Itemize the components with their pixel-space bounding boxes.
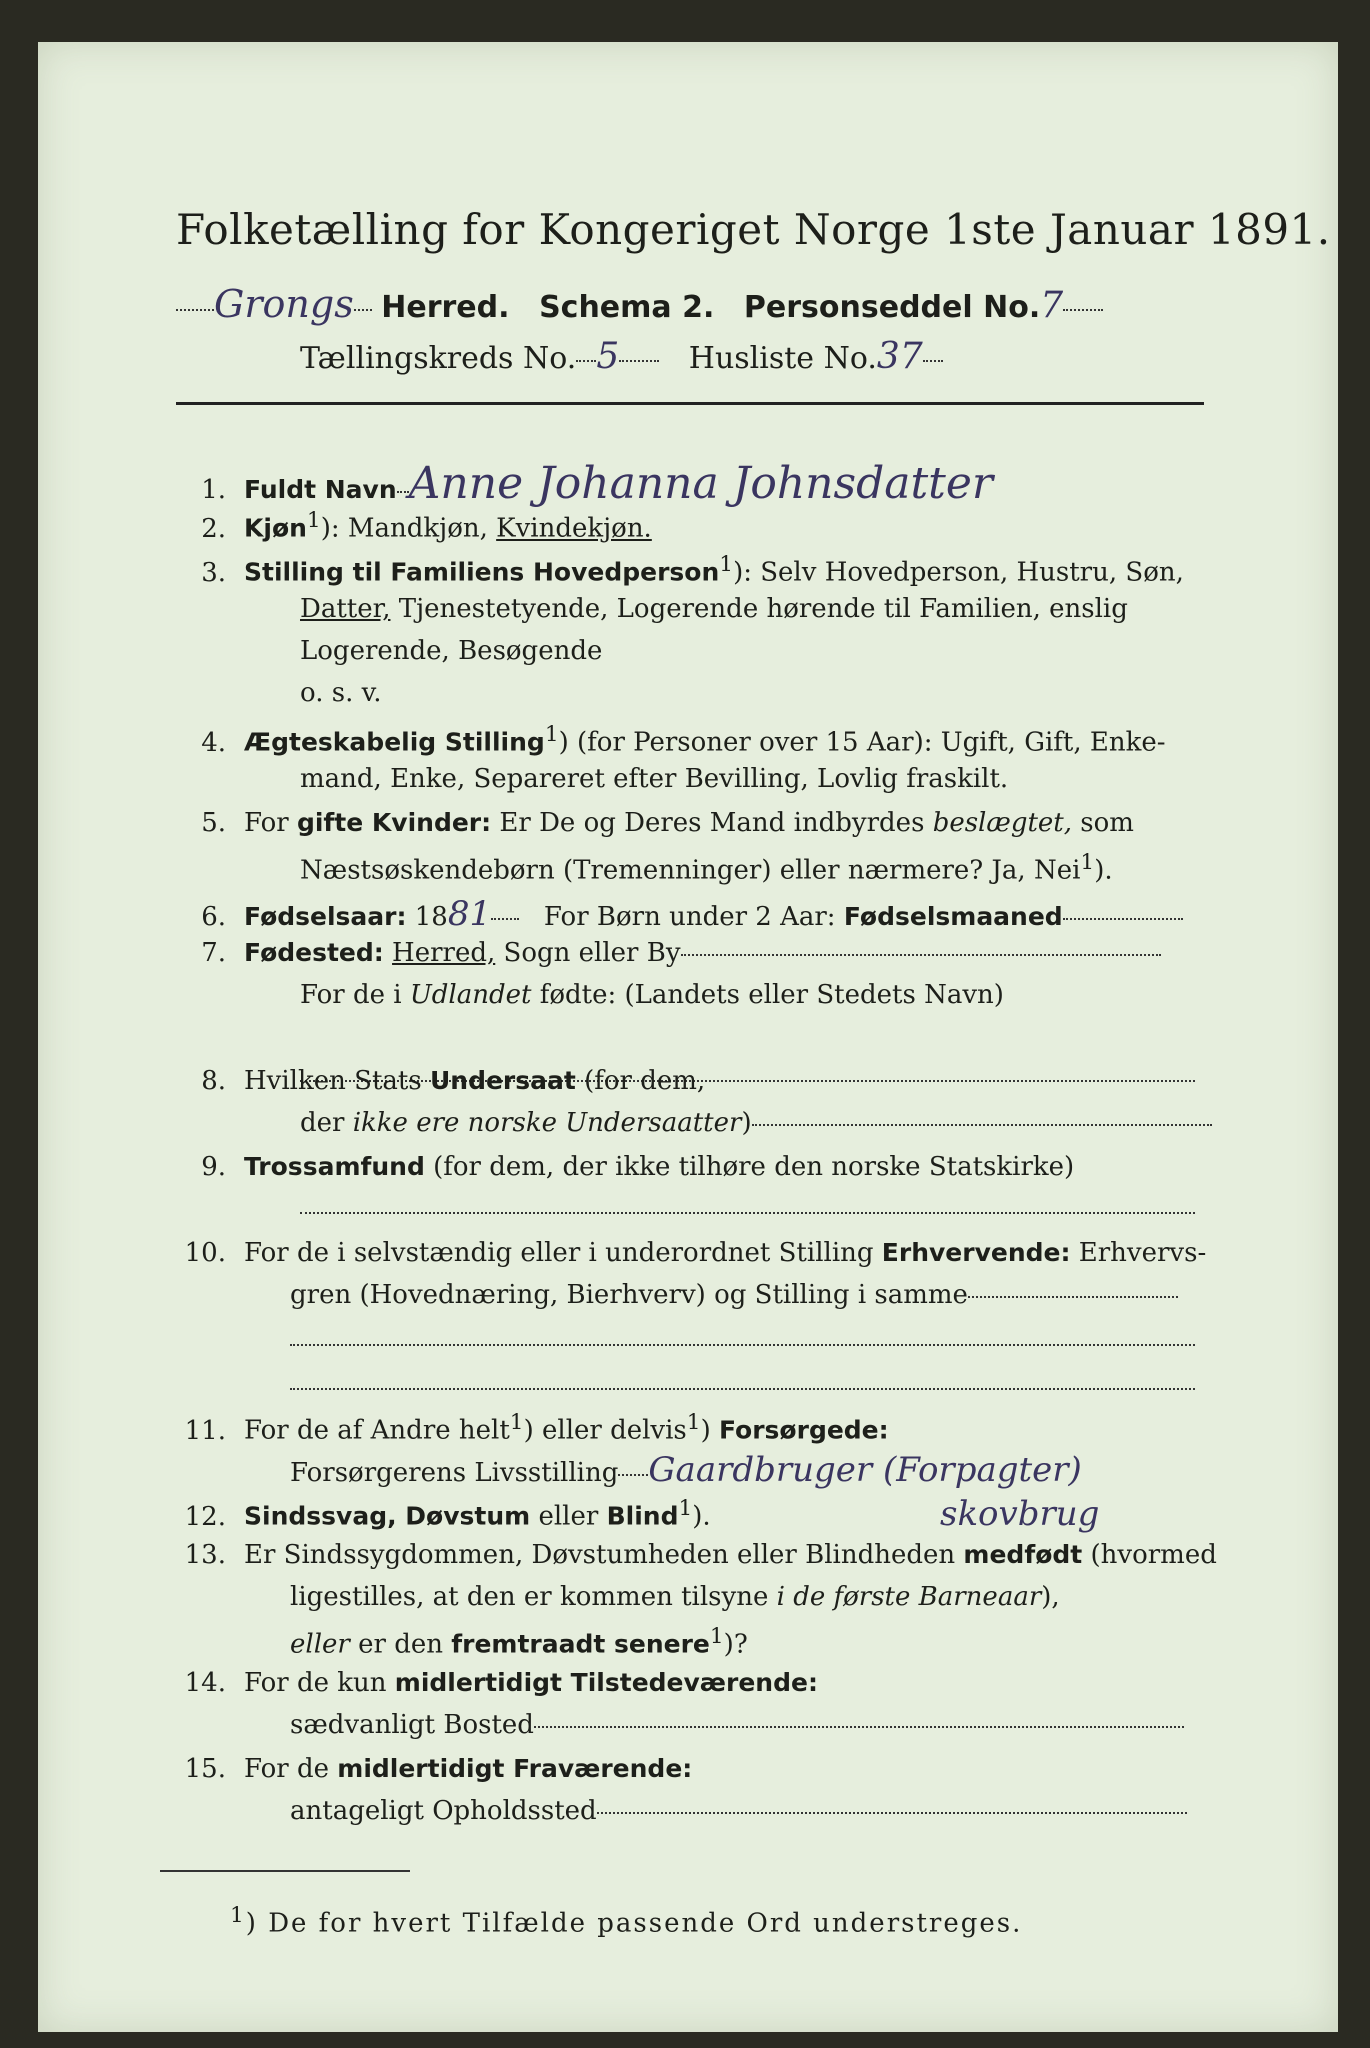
item-3 (140, 552, 1184, 588)
item-number: 9. (201, 1152, 226, 1182)
header-line-herred (176, 282, 1103, 326)
item-label: Fødselsaar: (244, 902, 407, 931)
item-number: 13. (184, 1540, 226, 1570)
item-14 (140, 1668, 818, 1698)
footnote-text: ) De for hvert Tilfælde passende Ord understreges. (245, 1908, 1023, 1939)
header-line-kreds (300, 336, 943, 377)
item-number: 1. (201, 475, 226, 505)
footnote-mark: 1 (709, 1624, 724, 1649)
item-number: 15. (184, 1754, 226, 1784)
item-text: (for dem, der ikke tilhøre den norske Statskirke) (433, 1152, 1075, 1182)
footnote-divider (160, 1870, 410, 1872)
item-text: gren (Hovednæring, Bierhverv) og Stilling i samme (290, 1280, 968, 1310)
provider-occupation-value: Gaardbruger (Forpagter) (648, 1450, 1082, 1490)
item-text: ). (1094, 855, 1113, 886)
item-text: antageligt Opholdssted (290, 1796, 597, 1826)
item-label: Sindssvag, Døvstum (244, 1501, 531, 1531)
item-label: medfødt (963, 1540, 1083, 1569)
kreds-label: Tællingskreds No. (300, 341, 577, 376)
item-8-line2 (300, 1108, 1212, 1138)
item-label: Forsørgede: (718, 1415, 889, 1445)
herred-value: Grongs (214, 282, 354, 326)
item-text: som (1080, 808, 1134, 838)
header-divider (176, 402, 1204, 405)
item-text: Tjenestetyende, Logerende hørende til Familien, enslig (398, 594, 1128, 624)
item-label: Blind (606, 1501, 679, 1531)
item-text: ligestilles, at den er kommen tilsyne (290, 1582, 769, 1612)
item-label: Ægteskabelig Stilling (244, 727, 545, 757)
item-text: fødte: (Landets eller Stedets Navn) (539, 980, 1004, 1010)
item-text: ), (1041, 1582, 1060, 1612)
footnote (230, 1903, 1022, 1939)
footnote-mark: 1 (678, 1496, 693, 1521)
selected-option: Datter, (300, 594, 391, 624)
item-text: For de i (300, 980, 402, 1010)
item-text: Sogn eller By (503, 938, 681, 968)
item-number: 11. (184, 1415, 226, 1446)
item-4 (140, 722, 1166, 758)
footnote-mark: 1 (509, 1410, 524, 1435)
item-label: Undersaat (429, 1066, 576, 1095)
item-label: Stilling til Familiens Hovedperson (244, 557, 720, 587)
item-10 (140, 1238, 1206, 1268)
footnote-mark: 1 (719, 552, 734, 577)
item-text: sædvanligt Bosted (290, 1710, 534, 1740)
item-text: ). (692, 1501, 711, 1532)
item-5-line2 (300, 850, 1113, 886)
item-5 (140, 808, 1134, 838)
personseddel-label: Personseddel No. (743, 290, 1041, 325)
footnote-mark: 1 (230, 1903, 246, 1928)
item-label: Fødselsmaaned (843, 902, 1063, 931)
item-number: 3. (201, 557, 226, 588)
item-text: For de af Andre helt (244, 1415, 510, 1446)
item-8 (140, 1066, 705, 1096)
item-text: ): Selv Hovedperson, Hustru, Søn, (733, 557, 1184, 588)
item-text: beslægtet, (932, 808, 1073, 838)
footnote-mark: 1 (1080, 850, 1095, 875)
item-11 (140, 1410, 889, 1446)
item-3-line2 (300, 594, 1128, 624)
item-text: For Børn under 2 Aar: (543, 902, 836, 932)
item-1 (140, 458, 993, 509)
item-label: gifte Kvinder: (296, 808, 492, 837)
item-text: For de (244, 1754, 329, 1784)
item-2 (140, 508, 652, 544)
personseddel-value: 7 (1040, 285, 1064, 326)
item-text: ikke ere norske Undersaatter (352, 1108, 742, 1138)
item-label: midlertidigt Tilstedeværende: (394, 1668, 818, 1697)
item-text: Næstsøskendebørn (Tremenninger) eller nærmere? Ja, Nei (300, 855, 1081, 886)
item-7 (140, 938, 1161, 968)
footnote-mark: 1 (306, 508, 321, 533)
item-text: der (300, 1108, 345, 1138)
answer-line (290, 1388, 1195, 1390)
selected-option: Kvindekjøn. (496, 513, 652, 544)
item-text: er den (358, 1629, 443, 1660)
item-11-line2 (290, 1450, 1082, 1490)
item-15 (140, 1754, 692, 1784)
item-number: 2. (201, 513, 226, 544)
item-text: ): Mandkjøn, (320, 513, 488, 544)
item-text: For de kun (244, 1668, 387, 1698)
item-number: 7. (201, 938, 226, 968)
selected-option: Herred, (392, 938, 496, 968)
herred-label: Herred. (381, 290, 510, 325)
item-text: ) (for Personer over 15 Aar): Ugift, Gift, Enke- (558, 727, 1166, 758)
item-text: For (244, 808, 289, 838)
item-text: Logerende, Besøgende (300, 636, 603, 666)
item-13-line3 (290, 1624, 748, 1660)
provider-occupation-value-2: skovbrug (940, 1494, 1100, 1534)
item-text: o. s. v. (300, 678, 382, 708)
item-14-line2 (290, 1710, 1184, 1740)
husliste-value: 37 (876, 336, 923, 377)
form-title: Folketælling for Kongeriget Norge 1ste Januar 1891. (176, 205, 1331, 254)
item-text: eller (538, 1501, 599, 1532)
answer-line (300, 1212, 1195, 1214)
item-text: 18 (414, 902, 448, 932)
item-4-line2 (300, 764, 1008, 794)
item-text: For de i selvstændig eller i underordnet Stilling (244, 1238, 874, 1268)
item-13 (140, 1540, 1217, 1570)
schema-label: Schema 2. (539, 290, 715, 325)
item-text: ) eller delvis (523, 1415, 687, 1446)
item-3-line4 (300, 678, 381, 708)
item-text: ) (741, 1108, 752, 1138)
item-text: i de første Barneaar (776, 1582, 1042, 1612)
item-label: Erhvervende: (881, 1238, 1071, 1267)
item-3-line3 (300, 636, 602, 666)
full-name-value: Anne Johanna Johnsdatter (408, 458, 993, 509)
item-12 (140, 1496, 711, 1532)
item-text: eller (290, 1629, 350, 1660)
item-text: Erhvervs- (1078, 1238, 1207, 1268)
item-10-line2 (290, 1280, 1178, 1310)
item-number: 14. (184, 1668, 226, 1698)
item-9 (140, 1152, 1074, 1182)
answer-line (290, 1344, 1195, 1346)
item-label: fremtraadt senere (451, 1629, 710, 1659)
item-label: Trossamfund (244, 1152, 425, 1181)
kreds-value: 5 (596, 336, 620, 377)
birth-year-value: 81 (447, 894, 492, 934)
item-text: Er Sindssygdommen, Døvstumheden eller Blindheden (244, 1540, 956, 1570)
item-text: Hvilken Stats (244, 1066, 422, 1096)
item-number: 10. (184, 1238, 226, 1268)
item-text: )? (723, 1629, 748, 1660)
husliste-label: Husliste No. (688, 341, 877, 376)
item-15-line2 (290, 1796, 1187, 1826)
footnote-mark: 1 (544, 722, 559, 747)
item-label: Fuldt Navn (244, 475, 397, 504)
item-number: 12. (184, 1501, 226, 1532)
item-7-line2 (300, 980, 1004, 1010)
item-number: 8. (201, 1066, 226, 1096)
item-label: midlertidigt Fraværende: (337, 1754, 693, 1783)
item-label: Kjøn (244, 513, 307, 543)
footnote-mark: 1 (686, 1410, 701, 1435)
item-text: (for dem, (584, 1066, 706, 1096)
item-text: (hvormed (1090, 1540, 1217, 1570)
item-text: Er De og Deres Mand indbyrdes (499, 808, 925, 838)
item-text: Udlandet (409, 980, 532, 1010)
item-text: Forsørgerens Livsstilling (290, 1458, 619, 1488)
item-number: 5. (201, 808, 226, 838)
item-13-line2 (290, 1582, 1060, 1612)
item-6 (140, 894, 1183, 934)
item-number: 4. (201, 727, 226, 758)
item-text: mand, Enke, Separeret efter Bevilling, Lovlig fraskilt. (300, 764, 1009, 794)
item-number: 6. (201, 902, 226, 932)
item-label: Fødested: (244, 938, 384, 967)
item-text: ) (700, 1415, 711, 1446)
